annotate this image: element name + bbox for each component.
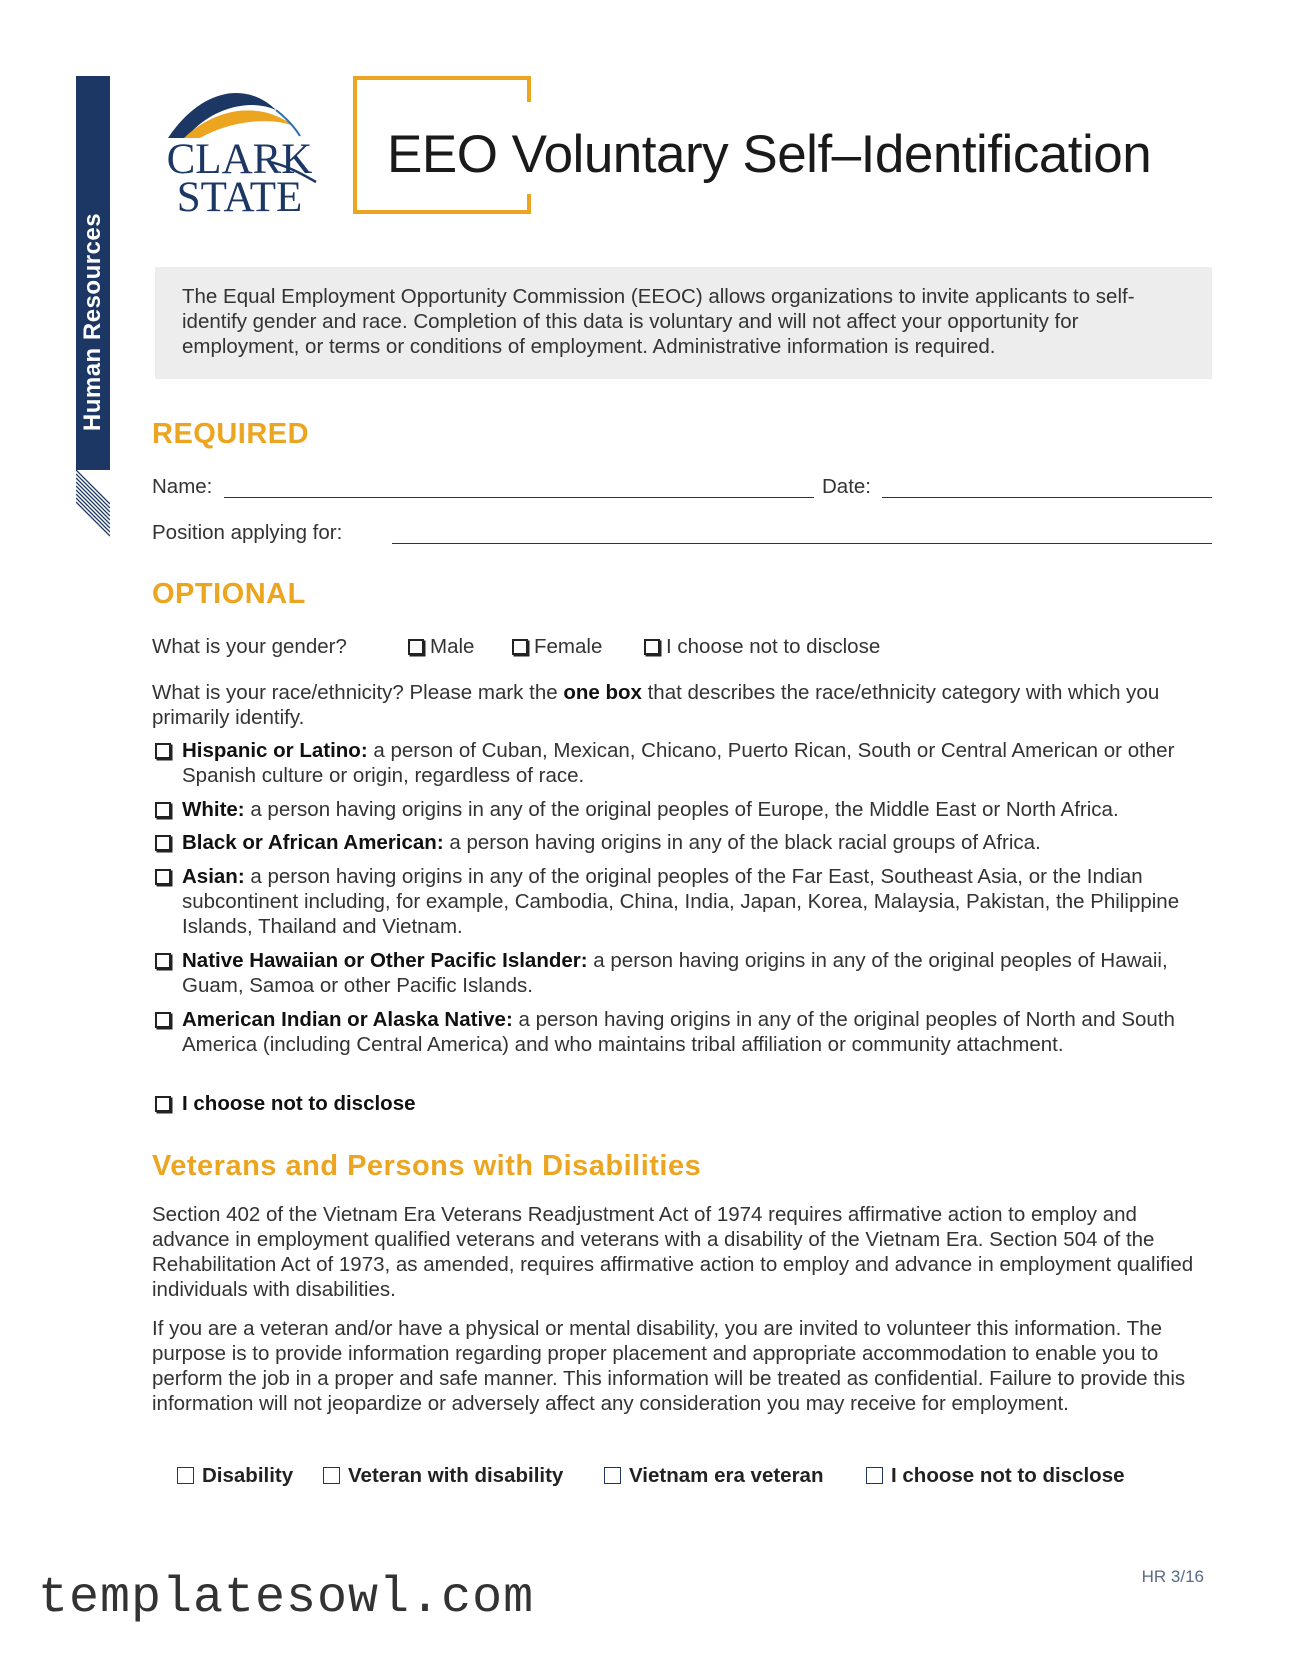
side-band-label: Human Resources — [79, 212, 106, 432]
veterans-paragraph-2: If you are a veteran and/or have a physical or mental disability, you are invited to volunteer this information. The purpose is to provide information regarding proper placement and appropriate accommodation to enable you to perform the job in a proper and safe manner. This information will be treated as confidential. Failure to provide this information will not jeopardize or adversely affect any consideration you may receive for employment. — [152, 1317, 1186, 1415]
watermark: templatesowl.com — [38, 1570, 535, 1627]
date-label: Date: — [822, 475, 871, 498]
race-term: Asian: — [182, 865, 245, 888]
race-desc: a person of Cuban, Mexican, Chicano, Puerto Rican, South or Central American or other Spanish culture or origin, regardless of race. — [182, 739, 1175, 787]
race-option-hispanic[interactable] — [155, 738, 1220, 788]
veteran-option-disability[interactable] — [177, 1464, 293, 1488]
checkbox[interactable] — [644, 639, 660, 655]
veteran-option-label: Vietnam era veteran — [629, 1464, 824, 1487]
veteran-option-vietnam-era[interactable] — [604, 1464, 823, 1488]
race-desc: a person having origins in any of the original peoples of North and South America (including Central America) and who maintains tribal affiliation or community attachment. — [182, 1008, 1175, 1056]
veterans-heading: Veterans and Persons with Disabilities — [152, 1150, 702, 1182]
veteran-option-label: Disability — [202, 1464, 294, 1487]
race-option-asian[interactable] — [155, 864, 1220, 939]
checkbox[interactable] — [512, 639, 528, 655]
checkbox[interactable] — [323, 1467, 340, 1484]
form-code: HR 3/16 — [1141, 1567, 1204, 1586]
gender-option-label: Female — [534, 635, 603, 658]
required-heading: REQUIRED — [152, 418, 310, 450]
name-field[interactable] — [224, 497, 814, 498]
race-term: White: — [182, 798, 245, 821]
optional-heading: OPTIONAL — [152, 578, 306, 610]
checkbox[interactable] — [866, 1467, 883, 1484]
gender-option-female[interactable] — [512, 635, 602, 659]
race-term: I choose not to disclose — [182, 1092, 416, 1115]
race-desc: a person having origins in any of the original peoples of the Far East, Southeast Asia, or the Indian subcontinent including, for example, Cambodia, China, India, Japan, Korea, Malaysia, Pakistan, the Philippine Islands, Thailand and Vietnam. — [182, 865, 1180, 938]
position-label: Position applying for: — [152, 521, 343, 544]
gender-option-label: I choose not to disclose — [666, 635, 881, 658]
date-field[interactable] — [882, 497, 1212, 498]
position-field[interactable] — [392, 543, 1212, 544]
gender-question: What is your gender? — [152, 635, 347, 658]
veterans-paragraph-1: Section 402 of the Vietnam Era Veterans Readjustment Act of 1974 requires affirmative action to employ and advance in employment qualified veterans and veterans with a disability of the Vietnam Era. Section 504 of the Rehabilitation Act of 1973, as amended, requires affirmative action to employ and advance in employment qualified individuals with disabilities. — [152, 1203, 1194, 1301]
checkbox[interactable] — [155, 802, 171, 818]
checkbox[interactable] — [604, 1467, 621, 1484]
intro-box — [155, 267, 1212, 379]
race-term: Native Hawaiian or Other Pacific Islander: — [182, 949, 588, 972]
veteran-option-no-disclose[interactable] — [866, 1464, 1125, 1488]
race-option-no-disclose[interactable] — [155, 1091, 1220, 1116]
race-desc: a person having origins in any of the black racial groups of Africa. — [443, 831, 1041, 854]
veteran-option-label: Veteran with disability — [348, 1464, 564, 1487]
gender-option-label: Male — [430, 635, 475, 658]
gender-option-male[interactable] — [408, 635, 474, 659]
race-desc: a person having origins in any of the original peoples of Europe, the Middle East or North Africa. — [244, 798, 1119, 821]
race-option-american-indian[interactable] — [155, 1007, 1220, 1057]
checkbox[interactable] — [155, 1096, 171, 1112]
race-term: American Indian or Alaska Native: — [182, 1008, 513, 1031]
checkbox[interactable] — [177, 1467, 194, 1484]
race-option-white[interactable] — [155, 797, 1220, 822]
race-question — [152, 680, 1217, 730]
logo-text-line2: STATE — [176, 174, 303, 221]
race-desc: a person having origins in any of the original peoples of Hawaii, Guam, Samoa or other Pacific Islands. — [182, 949, 1168, 997]
checkbox[interactable] — [155, 1012, 171, 1028]
race-option-pacific-islander[interactable] — [155, 948, 1220, 998]
logo-text-line1: CLARK — [166, 136, 313, 183]
checkbox[interactable] — [408, 639, 424, 655]
race-term: Black or African American: — [182, 831, 444, 854]
checkbox[interactable] — [155, 953, 171, 969]
gender-option-no-disclose[interactable] — [644, 635, 880, 659]
race-question-pre: What is your race/ethnicity? Please mark the — [152, 681, 564, 704]
checkbox[interactable] — [155, 743, 171, 759]
logo-swoosh-icon — [270, 160, 320, 184]
race-question-bold: one box — [563, 681, 642, 704]
side-stripes — [76, 470, 110, 538]
clark-state-logo-icon — [160, 80, 320, 140]
race-question-post: that describes the race/ethnicity category with which you primarily identify. — [152, 681, 1160, 729]
race-option-black[interactable] — [155, 830, 1220, 855]
veteran-option-label: I choose not to disclose — [891, 1464, 1125, 1487]
intro-text: The Equal Employment Opportunity Commission (EEOC) allows organizations to invite applicants to self-identify gender and race. Completion of this data is voluntary and will not affect your opportunity for employment, or terms or conditions of employment. Administrative information is required. — [182, 285, 1135, 358]
checkbox[interactable] — [155, 835, 171, 851]
checkbox[interactable] — [155, 869, 171, 885]
page-title: EEO Voluntary Self–Identification — [387, 125, 1152, 184]
race-term: Hispanic or Latino: — [182, 739, 368, 762]
veteran-option-veteran-with-disability[interactable] — [323, 1464, 563, 1488]
name-label: Name: — [152, 475, 213, 498]
